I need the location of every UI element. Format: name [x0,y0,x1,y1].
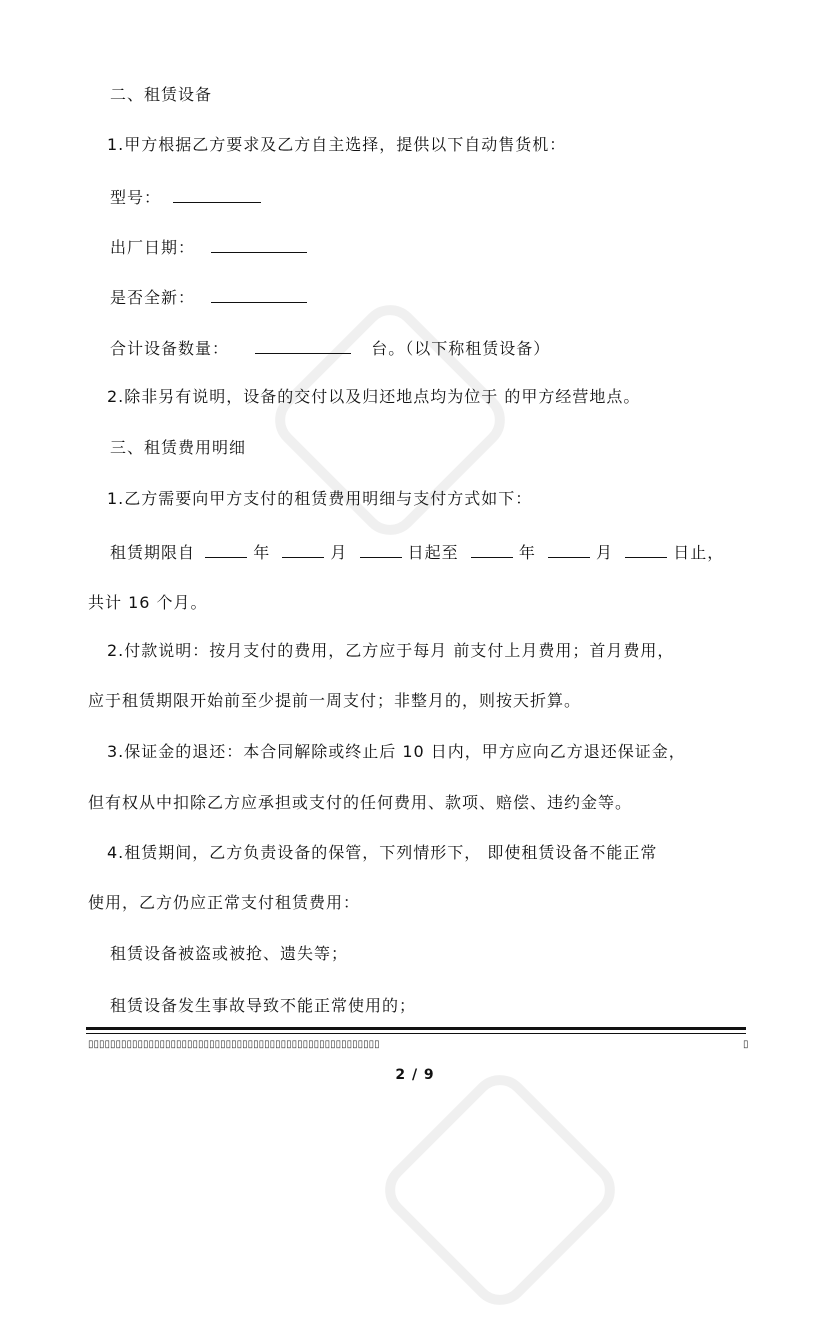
equipment-item-1: 1.甲方根据乙方要求及乙方自主选择，提供以下自动售货机： [107,135,567,154]
term-month-label: 月 [330,543,348,562]
term-end-year-label: 年 [518,543,536,562]
footer-divider-thin [86,1033,746,1034]
quantity-field [110,337,550,360]
footer-left-text: ▯▯▯▯▯▯▯▯▯▯▯▯▯▯▯▯▯▯▯▯▯▯▯▯▯▯▯▯▯▯▯▯▯▯▯▯▯▯▯▯▯▯▯▯▯▯▯▯▯▯▯▯▯ [88,1039,380,1050]
brand-new-blank [211,286,307,303]
manufacture-date-blank [211,236,307,253]
case-accident: 租赁设备发生事故导致不能正常使用的； [110,996,417,1015]
fees-item-3-line2: 但有权从中扣除乙方应承担或支付的任何费用、款项、赔偿、违约金等。 [88,793,633,812]
term-end-month-label: 月 [596,543,614,562]
footer-divider-thick [86,1027,746,1030]
model-label: 型号： [110,188,162,207]
fees-item-2-line2: 应于租赁期限开始前至少提前一周支付；非整月的，则按天折算。 [88,691,582,710]
quantity-label: 合计设备数量： [110,339,230,358]
term-year-label: 年 [253,543,271,562]
term-end-day-blank [625,541,667,558]
fees-item-4-line2: 使用，乙方仍应正常支付租赁费用： [88,893,361,912]
term-from-label: 日起至 [407,543,459,562]
page-number: 2 / 9 [395,1067,435,1083]
term-prefix: 租赁期限自 [110,543,196,562]
term-to-label: 日止， [673,543,725,562]
model-field [110,186,261,209]
lease-total-months: 共计 16 个月。 [88,593,208,612]
watermark-stamp [373,1063,628,1317]
fees-item-3-line1: 3.保证金的退还：本合同解除或终止后 10 日内，甲方应向乙方退还保证金， [107,742,686,761]
term-month-blank [282,541,324,558]
quantity-suffix: 台。（以下称租赁设备） [371,339,551,358]
case-stolen: 租赁设备被盗或被抢、遗失等； [110,944,349,963]
section-title-equipment: 二、租赁设备 [110,85,213,104]
manufacture-date-field [110,236,307,259]
model-blank [173,186,261,203]
fees-item-2-line1: 2.付款说明：按月支付的费用，乙方应于每月 前支付上月费用；首月费用， [107,641,675,660]
fees-item-4-line1: 4.租赁期间，乙方负责设备的保管，下列情形下， 即使租赁设备不能正常 [107,843,658,862]
fees-item-1: 1.乙方需要向甲方支付的租赁费用明细与支付方式如下： [107,489,533,508]
manufacture-date-label: 出厂日期： [110,238,196,257]
quantity-blank [255,337,351,354]
term-day-blank [360,541,402,558]
term-year-blank [205,541,247,558]
lease-term-line [110,541,724,564]
term-end-month-blank [548,541,590,558]
term-end-year-blank [471,541,513,558]
footer-right-text: ▯ [743,1039,749,1050]
section-title-fees: 三、租赁费用明细 [110,438,247,457]
equipment-item-2: 2.除非另有说明，设备的交付以及归还地点均为位于 的甲方经营地点。 [107,387,641,406]
brand-new-field [110,286,307,309]
brand-new-label: 是否全新： [110,288,196,307]
